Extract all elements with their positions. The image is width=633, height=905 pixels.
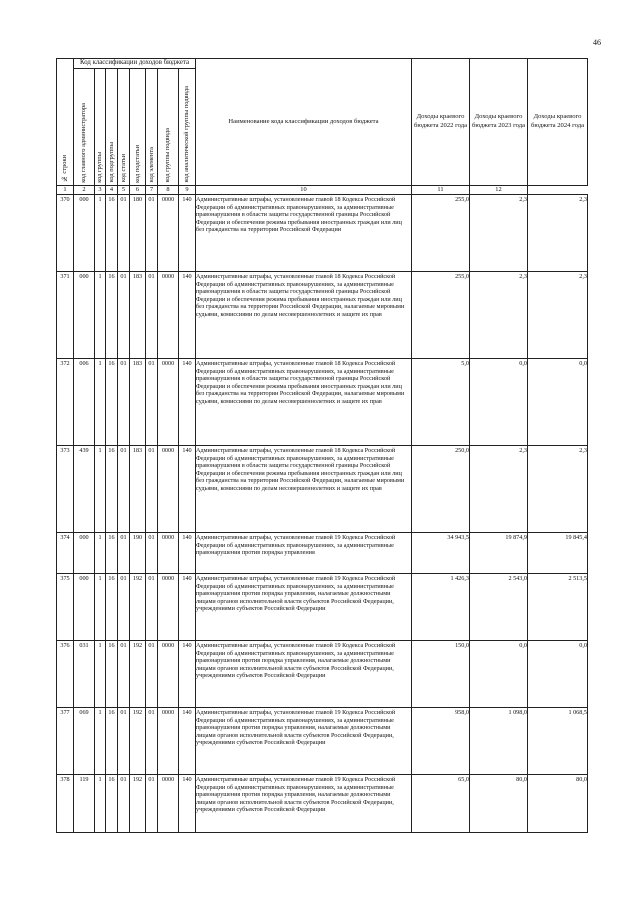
code-group-header: Код классификации доходов бюджета (74, 59, 196, 69)
admin-code: 000 (74, 574, 95, 641)
revenue-name: Административные штрафы, установленные главой 18 Кодекса Российской Федерации об административных правонарушениях, за административные правонарушения в области защиты государственной границы Российской Федерации и обеспечения режима пребывания иностранных граждан или лиц без гражданства на территории Российской Федерации, налагаемые мировыми судьями, комиссиями по делам несовершеннолетних и защите их прав (196, 272, 412, 359)
row-number: 373 (57, 446, 74, 533)
revenue-2023-value: 2,3 (470, 446, 528, 533)
column-number: 12 (470, 186, 528, 195)
revenue-2024-value: 0,0 (528, 359, 588, 446)
revenue-2023-value: 2,3 (470, 195, 528, 272)
article-code: 01 (118, 641, 130, 708)
revenue-2023-value: 2,3 (470, 272, 528, 359)
element-code: 01 (146, 359, 158, 446)
page-number: 46 (593, 38, 601, 47)
subarticle-code: 190 (130, 533, 146, 574)
code-column-header: код статьи (118, 69, 130, 186)
row-number-header: № строки (57, 59, 74, 186)
group-code: 1 (95, 641, 106, 708)
group-code: 1 (95, 359, 106, 446)
element-code: 01 (146, 446, 158, 533)
admin-code: 031 (74, 641, 95, 708)
subtype-group-code: 0000 (158, 775, 179, 833)
subarticle-code: 192 (130, 708, 146, 775)
revenue-2024-value: 2,3 (528, 195, 588, 272)
analytic-group-code: 140 (179, 708, 196, 775)
subtype-group-code: 0000 (158, 708, 179, 775)
group-code: 1 (95, 708, 106, 775)
revenue-name: Административные штрафы, установленные главой 19 Кодекса Российской Федерации об административных правонарушениях, за административные правонарушения против порядка управления (196, 533, 412, 574)
admin-code: 000 (74, 272, 95, 359)
row-number: 372 (57, 359, 74, 446)
subarticle-code: 183 (130, 359, 146, 446)
subgroup-code: 16 (106, 359, 118, 446)
subarticle-code: 192 (130, 775, 146, 833)
code-column-header: код главного администратора (74, 69, 95, 186)
article-code: 01 (118, 359, 130, 446)
revenue-2023-header: Доходы краевого бюджета 2023 года (470, 59, 528, 186)
element-code: 01 (146, 574, 158, 641)
subtype-group-code: 0000 (158, 574, 179, 641)
row-number: 374 (57, 533, 74, 574)
subtype-group-code: 0000 (158, 359, 179, 446)
group-code: 1 (95, 574, 106, 641)
row-number: 378 (57, 775, 74, 833)
element-code: 01 (146, 775, 158, 833)
article-code: 01 (118, 272, 130, 359)
revenue-2022-value: 34 943,5 (412, 533, 470, 574)
column-number: 5 (118, 186, 130, 195)
group-code: 1 (95, 533, 106, 574)
group-code: 1 (95, 272, 106, 359)
row-number: 375 (57, 574, 74, 641)
revenue-2022-value: 255,0 (412, 272, 470, 359)
revenue-2022-value: 958,0 (412, 708, 470, 775)
admin-code: 006 (74, 359, 95, 446)
column-number: 2 (74, 186, 95, 195)
code-column-header: код элемента (146, 69, 158, 186)
revenue-2022-value: 65,0 (412, 775, 470, 833)
analytic-group-code: 140 (179, 775, 196, 833)
table-row (57, 359, 588, 446)
article-code: 01 (118, 533, 130, 574)
row-number: 370 (57, 195, 74, 272)
revenue-2023-value: 0,0 (470, 359, 528, 446)
analytic-group-code: 140 (179, 641, 196, 708)
subgroup-code: 16 (106, 775, 118, 833)
revenue-2022-value: 5,0 (412, 359, 470, 446)
revenue-name: Административные штрафы, установленные главой 18 Кодекса Российской Федерации об административных правонарушениях, за административные правонарушения в области защиты государственной границы Российской Федерации и обеспечения режима пребывания иностранных граждан или лиц без гражданства на территории Российской Федерации, налагаемые мировыми судьями, комиссиями по делам несовершеннолетних и защите их прав (196, 446, 412, 533)
subarticle-code: 183 (130, 272, 146, 359)
admin-code: 439 (74, 446, 95, 533)
subgroup-code: 16 (106, 574, 118, 641)
revenue-name: Административные штрафы, установленные главой 18 Кодекса Российской Федерации об административных правонарушениях, за административные правонарушения в области защиты государственной границы Российской Федерации и обеспечения режима пребывания иностранных граждан или лиц без гражданства на территории Российской Федерации (196, 195, 412, 272)
analytic-group-code: 140 (179, 533, 196, 574)
article-code: 01 (118, 446, 130, 533)
element-code: 01 (146, 533, 158, 574)
subgroup-code: 16 (106, 641, 118, 708)
table-row (57, 574, 588, 641)
element-code: 01 (146, 708, 158, 775)
article-code: 01 (118, 574, 130, 641)
subgroup-code: 16 (106, 708, 118, 775)
analytic-group-code: 140 (179, 574, 196, 641)
revenue-2024-value: 2,3 (528, 272, 588, 359)
revenue-name: Административные штрафы, установленные главой 19 Кодекса Российской Федерации об административных правонарушениях, за административные правонарушения против порядка управления, налагаемые должностными лицами органов исполнительной власти субъектов Российской Федерации, учреждениями субъектов Российской Федерации (196, 574, 412, 641)
article-code: 01 (118, 775, 130, 833)
column-number: 1 (57, 186, 74, 195)
revenue-name: Административные штрафы, установленные главой 19 Кодекса Российской Федерации об административных правонарушениях, за административные правонарушения против порядка управления, налагаемые должностными лицами органов исполнительной власти субъектов Российской Федерации, учреждениями субъектов Российской Федерации (196, 641, 412, 708)
name-header: Наименование кода классификации доходов бюджета (196, 59, 412, 186)
budget-revenue-table (56, 58, 588, 833)
table-row (57, 446, 588, 533)
analytic-group-code: 140 (179, 272, 196, 359)
article-code: 01 (118, 708, 130, 775)
code-column-header: код группы (95, 69, 106, 186)
revenue-2024-value: 80,0 (528, 775, 588, 833)
revenue-2022-value: 250,0 (412, 446, 470, 533)
code-column-header: код группы подвида (158, 69, 179, 186)
subgroup-code: 16 (106, 446, 118, 533)
row-number: 377 (57, 708, 74, 775)
row-number: 371 (57, 272, 74, 359)
subgroup-code: 16 (106, 533, 118, 574)
revenue-2024-value: 1 068,5 (528, 708, 588, 775)
table-row (57, 775, 588, 833)
group-code: 1 (95, 446, 106, 533)
column-number: 3 (95, 186, 106, 195)
code-column-header: код подстатьи (130, 69, 146, 186)
column-number: 7 (146, 186, 158, 195)
revenue-name: Административные штрафы, установленные главой 19 Кодекса Российской Федерации об административных правонарушениях, за административные правонарушения против порядка управления, налагаемые должностными лицами органов исполнительной власти субъектов Российской Федерации, учреждениями субъектов Российской Федерации (196, 775, 412, 833)
table-row (57, 272, 588, 359)
element-code: 01 (146, 641, 158, 708)
admin-code: 069 (74, 708, 95, 775)
code-column-header: код аналитической группы подвида (179, 69, 196, 186)
element-code: 01 (146, 272, 158, 359)
admin-code: 000 (74, 533, 95, 574)
subgroup-code: 16 (106, 195, 118, 272)
analytic-group-code: 140 (179, 195, 196, 272)
row-number: 376 (57, 641, 74, 708)
revenue-2022-header: Доходы краевого бюджета 2022 года (412, 59, 470, 186)
group-code: 1 (95, 195, 106, 272)
revenue-2023-value: 2 543,0 (470, 574, 528, 641)
subtype-group-code: 0000 (158, 641, 179, 708)
table-row (57, 708, 588, 775)
revenue-name: Административные штрафы, установленные главой 18 Кодекса Российской Федерации об административных правонарушениях, за административные правонарушения в области защиты государственной границы Российской Федерации и обеспечения режима пребывания иностранных граждан или лиц без гражданства на территории Российской Федерации, налагаемые мировыми судьями, комиссиями по делам несовершеннолетних и защите их прав (196, 359, 412, 446)
code-column-header: код подгруппы (106, 69, 118, 186)
revenue-2022-value: 255,0 (412, 195, 470, 272)
analytic-group-code: 140 (179, 359, 196, 446)
subtype-group-code: 0000 (158, 446, 179, 533)
revenue-2023-value: 80,0 (470, 775, 528, 833)
subarticle-code: 183 (130, 446, 146, 533)
revenue-2024-value: 2 513,5 (528, 574, 588, 641)
revenue-2022-value: 150,0 (412, 641, 470, 708)
subtype-group-code: 0000 (158, 533, 179, 574)
column-number: 8 (158, 186, 179, 195)
subarticle-code: 192 (130, 574, 146, 641)
article-code: 01 (118, 195, 130, 272)
table-row (57, 533, 588, 574)
table-row (57, 641, 588, 708)
revenue-2024-value: 0,0 (528, 641, 588, 708)
revenue-2024-header: Доходы краевого бюджета 2024 года (528, 59, 588, 186)
subarticle-code: 192 (130, 641, 146, 708)
subgroup-code: 16 (106, 272, 118, 359)
revenue-2024-value: 2,3 (528, 446, 588, 533)
element-code: 01 (146, 195, 158, 272)
subarticle-code: 180 (130, 195, 146, 272)
column-number: 9 (179, 186, 196, 195)
admin-code: 119 (74, 775, 95, 833)
revenue-2023-value: 1 098,0 (470, 708, 528, 775)
revenue-name: Административные штрафы, установленные главой 19 Кодекса Российской Федерации об административных правонарушениях, за административные правонарушения против порядка управления, налагаемые должностными лицами органов исполнительной власти субъектов Российской Федерации, учреждениями субъектов Российской Федерации (196, 708, 412, 775)
subtype-group-code: 0000 (158, 272, 179, 359)
revenue-2023-value: 19 874,9 (470, 533, 528, 574)
column-number: 6 (130, 186, 146, 195)
revenue-2023-value: 0,0 (470, 641, 528, 708)
subtype-group-code: 0000 (158, 195, 179, 272)
admin-code: 000 (74, 195, 95, 272)
column-number: 4 (106, 186, 118, 195)
analytic-group-code: 140 (179, 446, 196, 533)
group-code: 1 (95, 775, 106, 833)
table-row (57, 195, 588, 272)
column-number: 11 (412, 186, 470, 195)
revenue-2024-value: 19 845,4 (528, 533, 588, 574)
revenue-2022-value: 1 426,3 (412, 574, 470, 641)
column-number: 10 (196, 186, 412, 195)
